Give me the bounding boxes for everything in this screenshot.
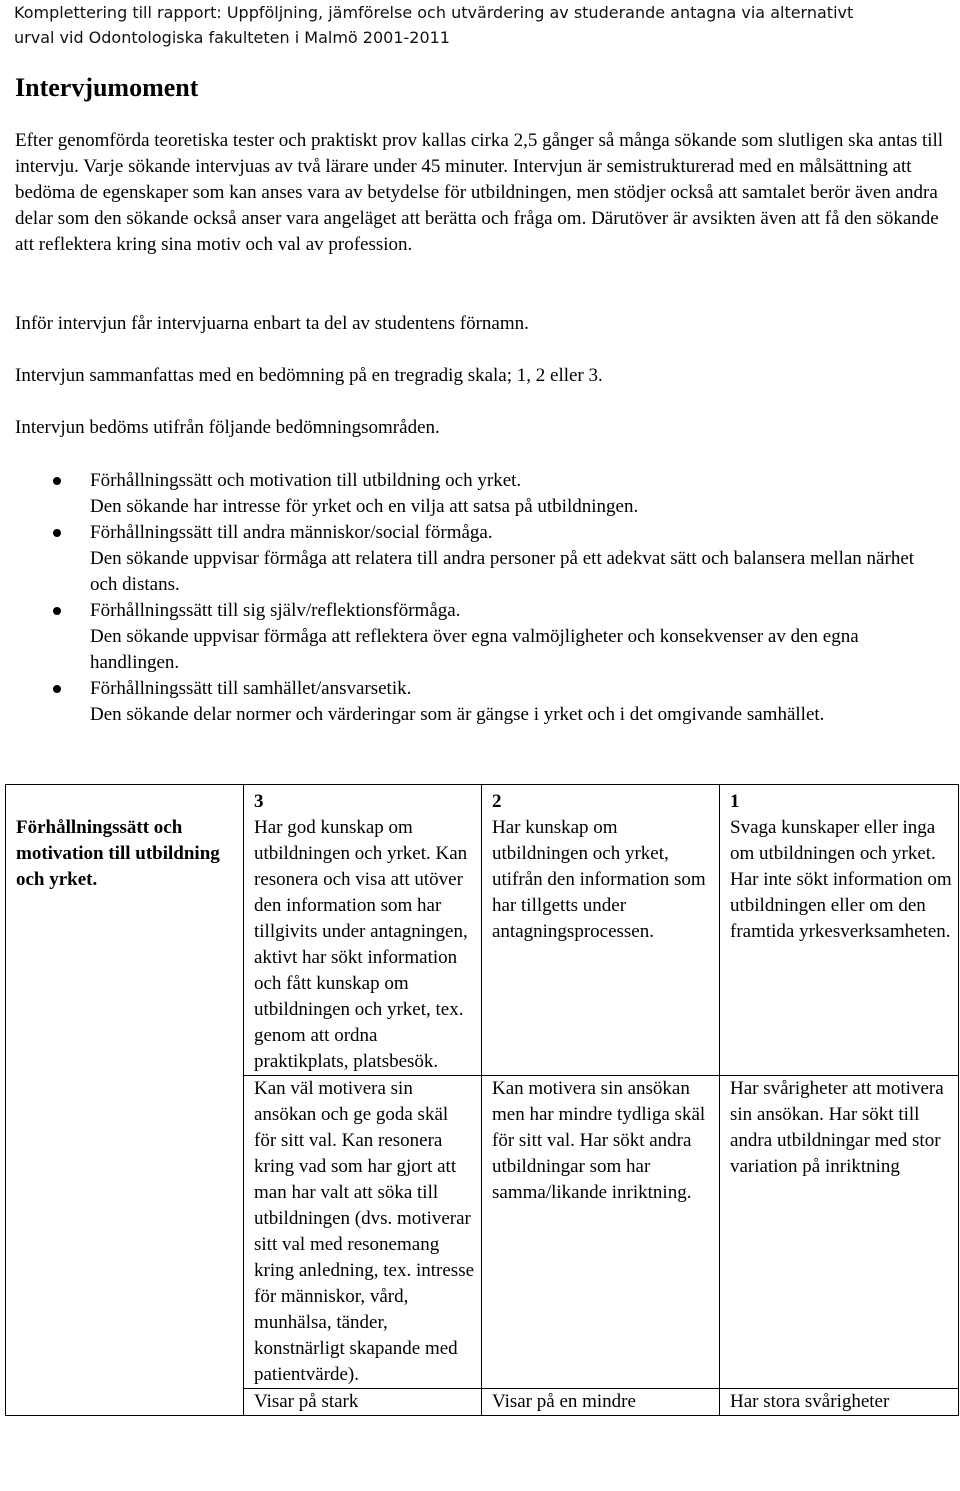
area-description: Den sökande uppvisar förmåga att relatera till andra personer på ett adekvat sätt och balansera mellan närhet och distans.	[90, 548, 915, 595]
row-label-cell	[6, 785, 244, 1416]
area-description: Den sökande uppvisar förmåga att reflektera över egna valmöjligheter och konsekvenser av den egna handlingen.	[90, 626, 859, 673]
paragraph-first-name: Inför intervjun får intervjuarna enbart ta del av studentens förnamn.	[15, 313, 529, 334]
table-cell: Visar på stark	[244, 1389, 482, 1416]
list-item	[15, 598, 945, 676]
bullet-icon	[53, 477, 61, 485]
area-title: Förhållningssätt till samhället/ansvarsetik.	[90, 678, 412, 699]
area-title: Förhållningssätt till andra människor/social förmåga.	[90, 522, 493, 543]
assessment-areas-list	[15, 468, 945, 728]
rubric-table	[5, 784, 959, 1416]
table-cell: Har kunskap om utbildningen och yrket, utifrån den information som har tillgetts under antagningsprocessen.	[482, 815, 720, 1076]
bullet-icon	[53, 685, 61, 693]
paragraph-scale: Intervjun sammanfattas med en bedömning på en tregradig skala; 1, 2 eller 3.	[15, 365, 603, 386]
area-title: Förhållningssätt och motivation till utbildning och yrket.	[90, 470, 522, 491]
table-cell: Visar på en mindre	[482, 1389, 720, 1416]
table-cell: Kan väl motivera sin ansökan och ge goda skäl för sitt val. Kan resonera kring vad som har gjort att man har valt att söka till utbildningen (dvs. motiverar sitt val med resonemang kring anledning, tex. intresse för människor, vård, munhälsa, tänder, konstnärligt skapande med patientvärde).	[244, 1076, 482, 1389]
score-header-1: 1	[720, 785, 959, 816]
intro-paragraph: Efter genomförda teoretiska tester och praktiskt prov kallas cirka 2,5 gånger så många sökande som slutligen ska antas till intervju. Varje sökande intervjuas av två lärare under 45 minuter. Intervjun är semistrukturerad med en målsättning att bedöma de egenskaper som kan anses vara av betydelse för utbildningen, men stödjer också att samtalet berör även andra delar som den sökande också anser vara angeläget att berätta och fråga om. Därutöver är avsikten även att få den sökande att reflektera kring sina motiv och val av profession.	[15, 130, 944, 255]
area-description: Den sökande delar normer och värderingar som är gängse i yrket och i det omgivande samhället.	[90, 704, 825, 725]
table-cell: Har god kunskap om utbildningen och yrket. Kan resonera och visa att utöver den information som har tillgivits under antagningen, aktivt har sökt information och fått kunskap om utbildningen och yrket, tex. genom att ordna praktikplats, platsbesök.	[244, 815, 482, 1076]
area-title: Förhållningssätt till sig själv/reflektionsförmåga.	[90, 600, 461, 621]
table-cell: Svaga kunskaper eller inga om utbildningen och yrket. Har inte sökt information om utbildningen eller om den framtida yrkesverksamheten.	[720, 815, 959, 1076]
row-label: Förhållningssätt och motivation till utbildning och yrket.	[16, 817, 220, 890]
score-header-2: 2	[482, 785, 720, 816]
list-item	[15, 676, 945, 728]
score-header-3: 3	[244, 785, 482, 816]
area-description: Den sökande har intresse för yrket och en vilja att satsa på utbildningen.	[90, 496, 639, 517]
table-cell: Kan motivera sin ansökan men har mindre tydliga skäl för sitt val. Har sökt andra utbildningar som har samma/likande inriktning.	[482, 1076, 720, 1389]
table-cell: Har svårigheter att motivera sin ansökan. Har sökt till andra utbildningar med stor variation på inriktning	[720, 1076, 959, 1389]
bullet-icon	[53, 529, 61, 537]
section-title: Intervjumoment	[15, 73, 199, 102]
header-line-2: urval vid Odontologiska fakulteten i Malmö 2001-2011	[14, 28, 450, 47]
table-cell: Har stora svårigheter	[720, 1389, 959, 1416]
paragraph-areas: Intervjun bedöms utifrån följande bedömningsområden.	[15, 417, 440, 438]
list-item	[15, 468, 945, 520]
list-item	[15, 520, 945, 598]
header-line-1: Komplettering till rapport: Uppföljning, jämförelse och utvärdering av studerande antagna via alternativt	[14, 3, 854, 22]
bullet-icon	[53, 607, 61, 615]
table-header-row	[6, 785, 959, 816]
running-header	[14, 0, 954, 50]
